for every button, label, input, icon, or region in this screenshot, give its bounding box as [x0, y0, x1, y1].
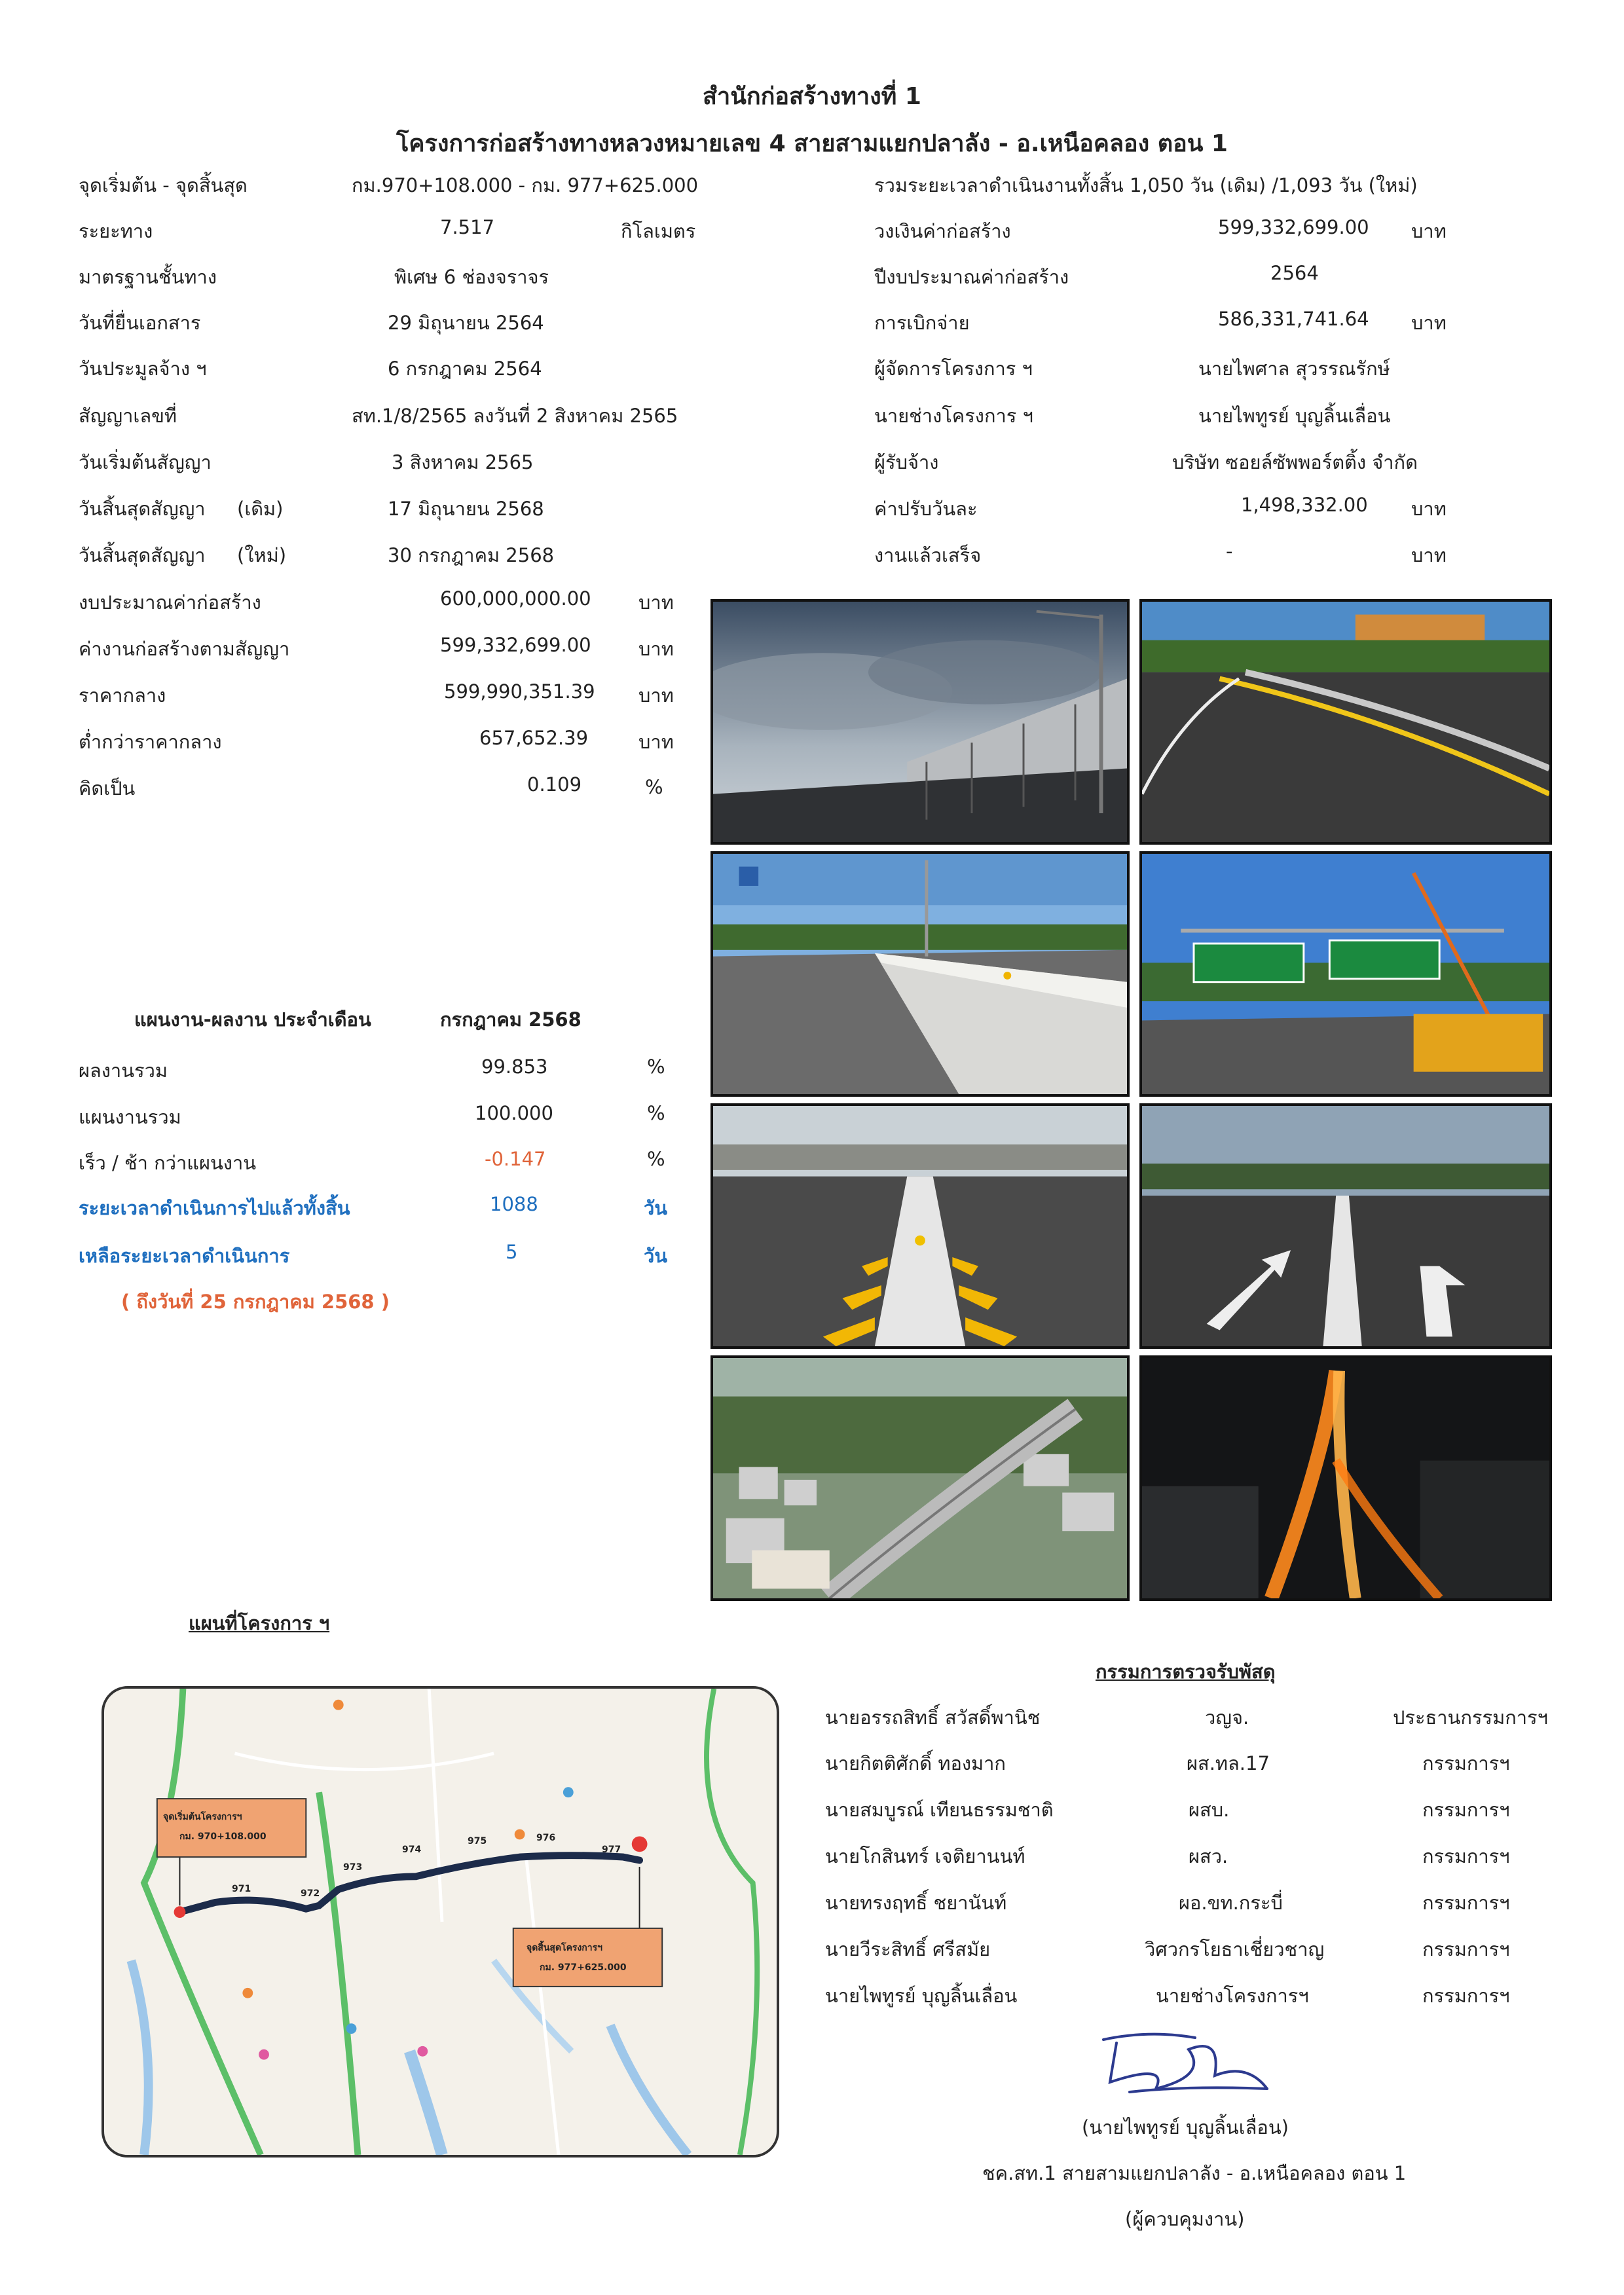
info-sub: (เดิม) [237, 498, 284, 520]
info-label: ค่าปรับวันละ [874, 498, 978, 520]
construction-photo-new-road [1139, 599, 1552, 845]
construction-photo-median-barrier [710, 851, 1130, 1097]
info-value: 2564 [1270, 262, 1319, 284]
committee-name: นายกิตติศักดิ์ ทองมาก [825, 1752, 1006, 1774]
office-title: สำนักก่อสร้างทางที่ 1 [703, 83, 921, 110]
budget-value: 599,332,699.00 [440, 634, 591, 656]
map-km-label: 972 [301, 1888, 320, 1899]
budget-value: 657,652.39 [479, 727, 589, 749]
info-value: - [1226, 540, 1233, 562]
progress-unit: % [647, 1056, 665, 1078]
info-value: นายไพศาล สุวรรณรักษ์ [1198, 358, 1390, 380]
info-sub: (ใหม่) [237, 544, 287, 566]
progress-value-variance: -0.147 [485, 1148, 546, 1170]
committee-role: ประธานกรรมการฯ [1393, 1706, 1548, 1729]
map-km-label: 977 [602, 1845, 621, 1855]
committee-position: วิศวกรโยธาเชี่ยวชาญ [1145, 1938, 1325, 1960]
committee-title: กรรมการตรวจรับพัสดุ [1096, 1661, 1276, 1683]
committee-name: นายทรงฤทธิ์ ชยานันท์ [825, 1892, 1007, 1914]
info-label: วงเงินค่าก่อสร้าง [874, 220, 1011, 242]
info-value: นายไพทูรย์ บุญลิ้นเลื่อน [1198, 405, 1391, 427]
signature-position: ชค.สท.1 สายสามแยกปลาลัง - อ.เหนือคลอง ตอน 1 [982, 2162, 1407, 2184]
info-unit: บาท [1411, 544, 1447, 566]
progress-label-remaining: เหลือระยะเวลาดำเนินการ [79, 1245, 290, 1267]
info-label: วันเริ่มต้นสัญญา [79, 451, 212, 473]
map-start-km: กม. 970+108.000 [179, 1831, 267, 1842]
signature-name: (นายไพทูรย์ บุญลิ้นเลื่อน) [1082, 2116, 1289, 2139]
info-value: 1,050 วัน (เดิม) /1,093 วัน (ใหม่) [1130, 174, 1418, 196]
progress-value: 100.000 [475, 1102, 553, 1124]
map-end-km: กม. 977+625.000 [540, 1962, 627, 1973]
map-km-label: 973 [343, 1862, 363, 1873]
budget-label: คิดเป็น [79, 777, 136, 799]
progress-as-of: ( ถึงวันที่ 25 กรกฎาคม 2568 ) [121, 1291, 390, 1313]
budget-unit: บาท [638, 731, 674, 753]
committee-position: นายช่างโครงการฯ [1156, 1985, 1309, 2007]
handwritten-signature [1090, 2023, 1280, 2102]
budget-label: ค่างานก่อสร้างตามสัญญา [79, 638, 290, 660]
progress-value-remaining: 5 [506, 1241, 518, 1263]
construction-photo-chevron-markings [710, 1103, 1130, 1349]
progress-heading: แผนงาน-ผลงาน ประจำเดือน [134, 1008, 371, 1031]
info-value: 30 กรกฎาคม 2568 [388, 544, 555, 566]
info-unit: บาท [1411, 312, 1447, 334]
progress-value: 99.853 [481, 1056, 548, 1078]
construction-photo-noise-barrier [710, 599, 1130, 845]
info-label: สัญญาเลขที่ [79, 405, 177, 427]
info-label: ผู้จัดการโครงการ ฯ [874, 358, 1033, 380]
committee-role: กรรมการฯ [1422, 1892, 1510, 1914]
info-label: วันประมูลจ้าง ฯ [79, 358, 207, 380]
start-pin-icon [174, 1906, 186, 1918]
committee-position: ผอ.ขท.กระบี่ [1179, 1892, 1283, 1914]
info-label: นายช่างโครงการ ฯ [874, 405, 1033, 427]
budget-unit: บาท [638, 684, 674, 707]
project-title: โครงการก่อสร้างทางหลวงหมายเลข 4 สายสามแยกปลาลัง - อ.เหนือคลอง ตอน 1 [396, 130, 1228, 157]
committee-name: นายโกสินทร์ เจติยานนท์ [825, 1845, 1025, 1867]
end-pin-icon [632, 1836, 648, 1852]
info-value: 29 มิถุนายน 2564 [388, 312, 544, 334]
budget-unit: % [645, 776, 663, 798]
progress-label: เร็ว / ช้า กว่าแผนงาน [79, 1152, 257, 1174]
committee-name: นายวีระสิทธิ์ ศรีสมัย [825, 1938, 991, 1960]
committee-name: นายไพทูรย์ บุญลิ้นเลื่อน [825, 1985, 1018, 2007]
info-label: รวมระยะเวลาดำเนินงานทั้งสิ้น [874, 174, 1124, 196]
progress-unit-elapsed: วัน [644, 1197, 668, 1219]
info-label: วันสิ้นสุดสัญญา [79, 498, 206, 520]
construction-photo-night-trails [1139, 1355, 1552, 1601]
info-value: 7.517 [440, 216, 495, 238]
info-label: มาตรฐานชั้นทาง [79, 266, 217, 288]
info-value: 17 มิถุนายน 2568 [388, 498, 544, 520]
committee-position: วญจ. [1205, 1706, 1249, 1729]
map-start-label: จุดเริ่มต้นโครงการฯ [163, 1812, 242, 1822]
progress-unit-remaining: วัน [644, 1245, 668, 1267]
info-label: ผู้รับจ้าง [874, 451, 939, 473]
committee-name: นายอรรถสิทธิ์ สวัสดิ์พานิช [825, 1706, 1041, 1729]
budget-value: 600,000,000.00 [440, 587, 591, 610]
info-unit: กิโลเมตร [621, 220, 696, 242]
info-label: ปีงบประมาณค่าก่อสร้าง [874, 266, 1069, 288]
info-unit: บาท [1411, 498, 1447, 520]
info-value: บริษัท ซอยล์ซัพพอร์ตติ้ง จำกัด [1172, 451, 1418, 473]
info-label: จุดเริ่มต้น - จุดสิ้นสุด [79, 174, 248, 196]
info-label: งานแล้วเสร็จ [874, 544, 982, 566]
committee-role: กรรมการฯ [1422, 1752, 1510, 1774]
budget-label: งบประมาณค่าก่อสร้าง [79, 591, 261, 614]
committee-position: ผส.ทล.17 [1187, 1752, 1270, 1774]
map-km-label: 974 [402, 1845, 422, 1855]
committee-position: ผสบ. [1189, 1799, 1230, 1821]
info-value: กม.970+108.000 - กม. 977+625.000 [352, 174, 699, 196]
construction-photo-aerial-town [710, 1355, 1130, 1601]
progress-label: แผนงานรวม [79, 1106, 181, 1128]
info-label: วันที่ยื่นเอกสาร [79, 312, 201, 334]
budget-label: ราคากลาง [79, 684, 166, 707]
signature-role: (ผู้ควบคุมงาน) [1125, 2208, 1245, 2230]
progress-unit: % [647, 1102, 665, 1124]
budget-value: 599,990,351.39 [444, 680, 595, 703]
project-map [101, 1686, 779, 2157]
budget-value: 0.109 [527, 773, 582, 796]
committee-role: กรรมการฯ [1422, 1845, 1510, 1867]
committee-role: กรรมการฯ [1422, 1985, 1510, 2007]
progress-month: กรกฎาคม 2568 [440, 1008, 581, 1031]
committee-role: กรรมการฯ [1422, 1938, 1510, 1960]
map-end-label: จุดสิ้นสุดโครงการฯ [526, 1943, 603, 1953]
info-value: 3 สิงหาคม 2565 [392, 451, 534, 473]
budget-label: ต่ำกว่าราคากลาง [79, 731, 222, 753]
map-km-label: 971 [232, 1884, 251, 1894]
info-value: พิเศษ 6 ช่องจราจร [394, 266, 549, 288]
construction-photo-road-arrows [1139, 1103, 1552, 1349]
budget-unit: บาท [638, 638, 674, 660]
progress-unit: % [647, 1148, 665, 1170]
info-unit: บาท [1411, 220, 1447, 242]
committee-name: นายสมบูรณ์ เทียนธรรมชาติ [825, 1799, 1054, 1821]
info-value: สท.1/8/2565 ลงวันที่ 2 สิงหาคม 2565 [352, 405, 678, 427]
progress-value-elapsed: 1088 [490, 1193, 538, 1215]
construction-photo-overhead-sign [1139, 851, 1552, 1097]
info-label: วันสิ้นสุดสัญญา [79, 544, 206, 566]
progress-label: ผลงานรวม [79, 1059, 168, 1082]
map-km-label: 976 [536, 1833, 556, 1843]
map-km-label: 975 [468, 1836, 487, 1846]
info-value: 6 กรกฎาคม 2564 [388, 358, 542, 380]
progress-label-elapsed: ระยะเวลาดำเนินการไปแล้วทั้งสิ้น [79, 1197, 350, 1219]
info-value: 586,331,741.64 [1218, 308, 1369, 330]
committee-role: กรรมการฯ [1422, 1799, 1510, 1821]
committee-position: ผสว. [1189, 1845, 1228, 1867]
info-value: 599,332,699.00 [1218, 216, 1369, 238]
map-title: แผนที่โครงการ ฯ [189, 1612, 330, 1634]
info-label: ระยะทาง [79, 220, 153, 242]
budget-unit: บาท [638, 591, 674, 614]
info-label: การเบิกจ่าย [874, 312, 970, 334]
info-value: 1,498,332.00 [1241, 494, 1368, 516]
